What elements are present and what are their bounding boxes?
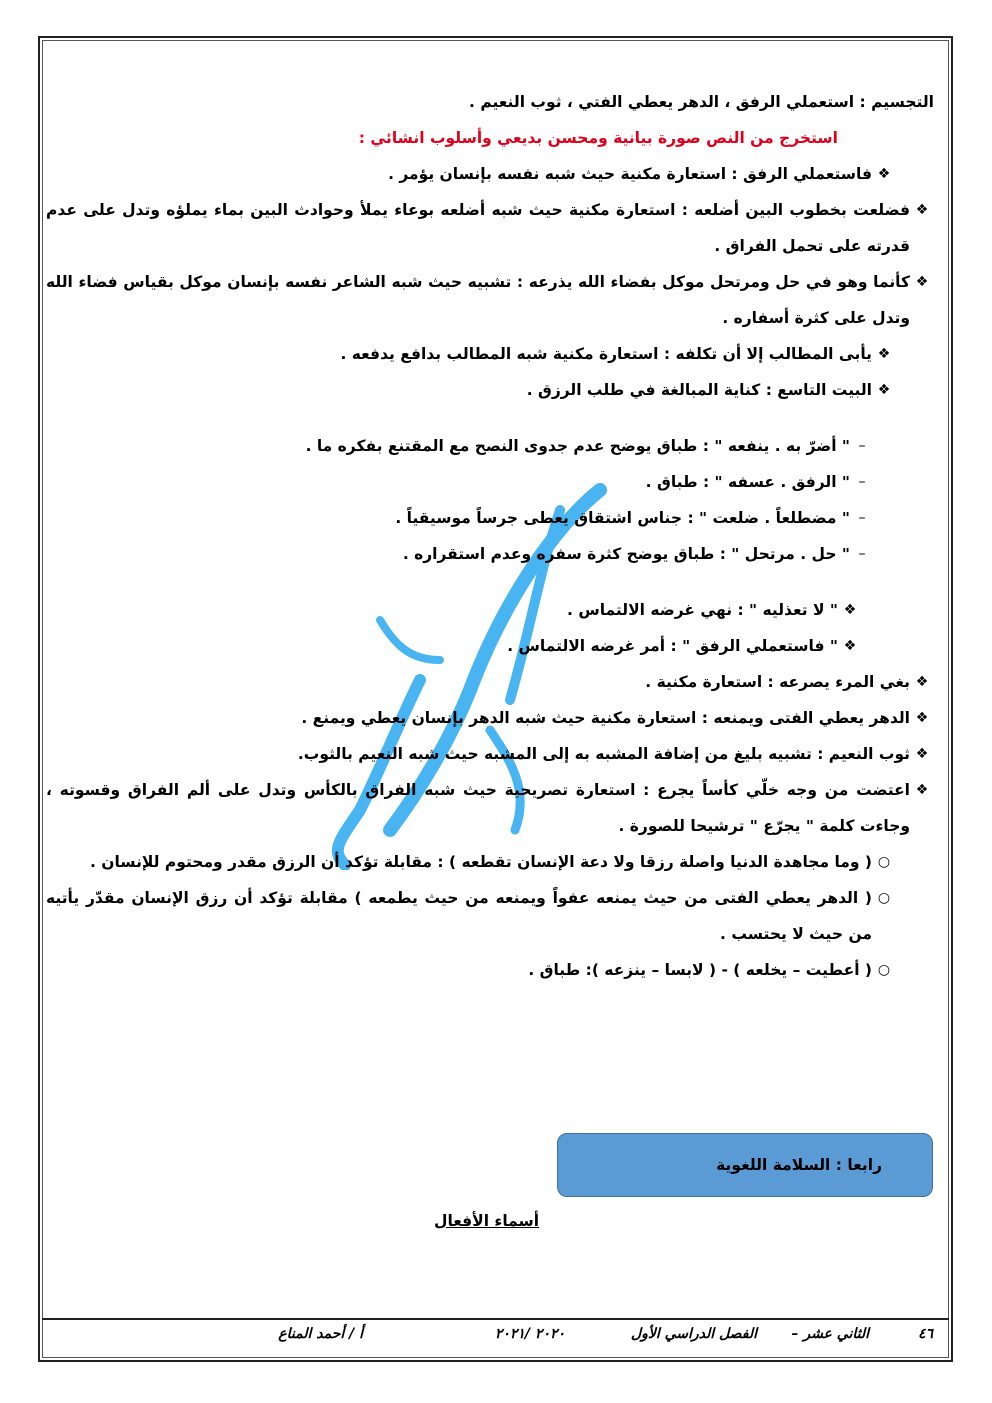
dash-bullet-icon: – bbox=[858, 510, 866, 526]
diamond-bullet-icon: ❖ bbox=[843, 602, 857, 618]
list-item: ❖ كأنما وهو في حل ومرتحل موكل بفضاء الله يذرعه : تشبيه حيث شبه الشاعر نفسه بإنسان موكل بقياس فضاء الله وتدل على كثرة أسفاره . bbox=[46, 264, 934, 336]
diamond-bullet-icon: ❖ bbox=[915, 274, 929, 290]
dash-bullet-icon: – bbox=[858, 438, 866, 454]
paragraph-tajseem: التجسيم : استعملي الرفق ، الدهر يعطي الفتي ، ثوب النعيم . bbox=[469, 93, 934, 111]
section-heading-box: رابعا : السلامة اللغوية bbox=[557, 1133, 933, 1197]
list-item: ❖ " فاستعملي الرفق " : أمر غرضه الالتماس . bbox=[46, 628, 934, 664]
dash-bullet-icon: – bbox=[858, 474, 866, 490]
footer-semester: الفصل الدراسي الأول bbox=[630, 1326, 757, 1342]
page-content bbox=[46, 84, 934, 988]
list-item: ❖ " لا تعذليه " : نهي غرضه الالتماس . bbox=[46, 592, 934, 628]
list-item: – " أضرّ به . ينفعه " : طباق يوضح عدم جدوى النصح مع المقتنع بفكره ما . bbox=[46, 428, 934, 464]
diamond-bullet-icon: ❖ bbox=[877, 346, 891, 362]
list-item: ❖ البيت التاسع : كناية المبالغة في طلب الرزق . bbox=[46, 372, 934, 408]
list-item: ❖ الدهر يعطي الفتى ويمنعه : استعارة مكنية حيث شبه الدهر بإنسان يعطي ويمنع . bbox=[46, 700, 934, 736]
dash-bullet-icon: – bbox=[858, 546, 866, 562]
list-item: ❖ بغي المرء يصرعه : استعارة مكنية . bbox=[46, 664, 934, 700]
diamond-bullet-icon: ❖ bbox=[915, 782, 929, 798]
diamond-bullet-icon: ❖ bbox=[915, 202, 929, 218]
list-item: ❖ ثوب النعيم : تشبيه بليغ من إضافة المشبه به إلى المشبه حيث شبه النعيم بالثوب. bbox=[46, 736, 934, 772]
circle-bullet-icon: ○ bbox=[877, 854, 891, 870]
diamond-bullet-icon: ❖ bbox=[915, 746, 929, 762]
diamond-bullet-icon: ❖ bbox=[877, 166, 891, 182]
circle-bullet-icon: ○ bbox=[877, 962, 891, 978]
footer-author: أ / أحمد المناع bbox=[278, 1326, 363, 1342]
list-item: – " حل . مرتحل " : طباق يوضح كثرة سفره وعدم استقراره . bbox=[46, 536, 934, 572]
page-footer bbox=[42, 1322, 949, 1350]
list-item: ○ ( وما مجاهدة الدنيا واصلة رزقا ولا دعة الإنسان تقطعه ) : مقابلة تؤكد أن الرزق مقدر ومحتوم للإنسان . bbox=[46, 844, 934, 880]
diamond-bullet-icon: ❖ bbox=[915, 710, 929, 726]
circle-bullet-icon: ○ bbox=[877, 890, 891, 906]
list-item: – " مضطلعاً . ضلعت " : جناس اشتقاق يعطى جرساً موسيقياً . bbox=[46, 500, 934, 536]
list-item: ❖ فاستعملي الرفق : استعارة مكنية حيث شبه نفسه بإنسان يؤمر . bbox=[46, 156, 934, 192]
diamond-bullet-icon: ❖ bbox=[877, 382, 891, 398]
list-item: ○ ( الدهر يعطي الفتى من حيث يمنعه عفواً ويمنعه من حيث يطمعه ) مقابلة تؤكد أن رزق الإنسان مقدّر يأتيه من حيث لا يحتسب . bbox=[46, 880, 934, 952]
list-item: – " الرفق . عسفه " : طباق . bbox=[46, 464, 934, 500]
diamond-bullet-icon: ❖ bbox=[915, 674, 929, 690]
list-item: ❖ فضلعت بخطوب البين أضلعه : استعارة مكنية حيث شبه أضلعه بوعاء يملأ وحوادث البين بماء يملؤه وتدل على عدم قدرته على تحمل الفراق . bbox=[46, 192, 934, 264]
diamond-bullet-icon: ❖ bbox=[843, 638, 857, 654]
list-item: ❖ اعتضت من وجه خلّي كأساً يجرع : استعارة تصريحية حيث شبه الفراق بالكأس وتدل على ألم الفراق وقسوته ، وجاءت كلمة " يجرّع " ترشيحا للصورة . bbox=[46, 772, 934, 844]
footer-year: ٢٠٢٠ /٢٠٢١ bbox=[494, 1326, 565, 1342]
subheading-asmaa-alafaal: أسماء الأفعال bbox=[434, 1212, 540, 1230]
red-heading: استخرج من النص صورة بيانية ومحسن بديعي وأسلوب انشائي : bbox=[358, 129, 838, 147]
list-item: ❖ يأبى المطالب إلا أن تكلفه : استعارة مكنية شبه المطالب بدافع يدفعه . bbox=[46, 336, 934, 372]
footer-divider bbox=[42, 1318, 949, 1320]
page-number: ٤٦ bbox=[917, 1326, 933, 1342]
list-item: ○ ( أعطيت – يخلعه ) - ( لابسا – ينزعه ): طباق . bbox=[46, 952, 934, 988]
footer-grade: الثاني عشر – bbox=[791, 1326, 869, 1342]
